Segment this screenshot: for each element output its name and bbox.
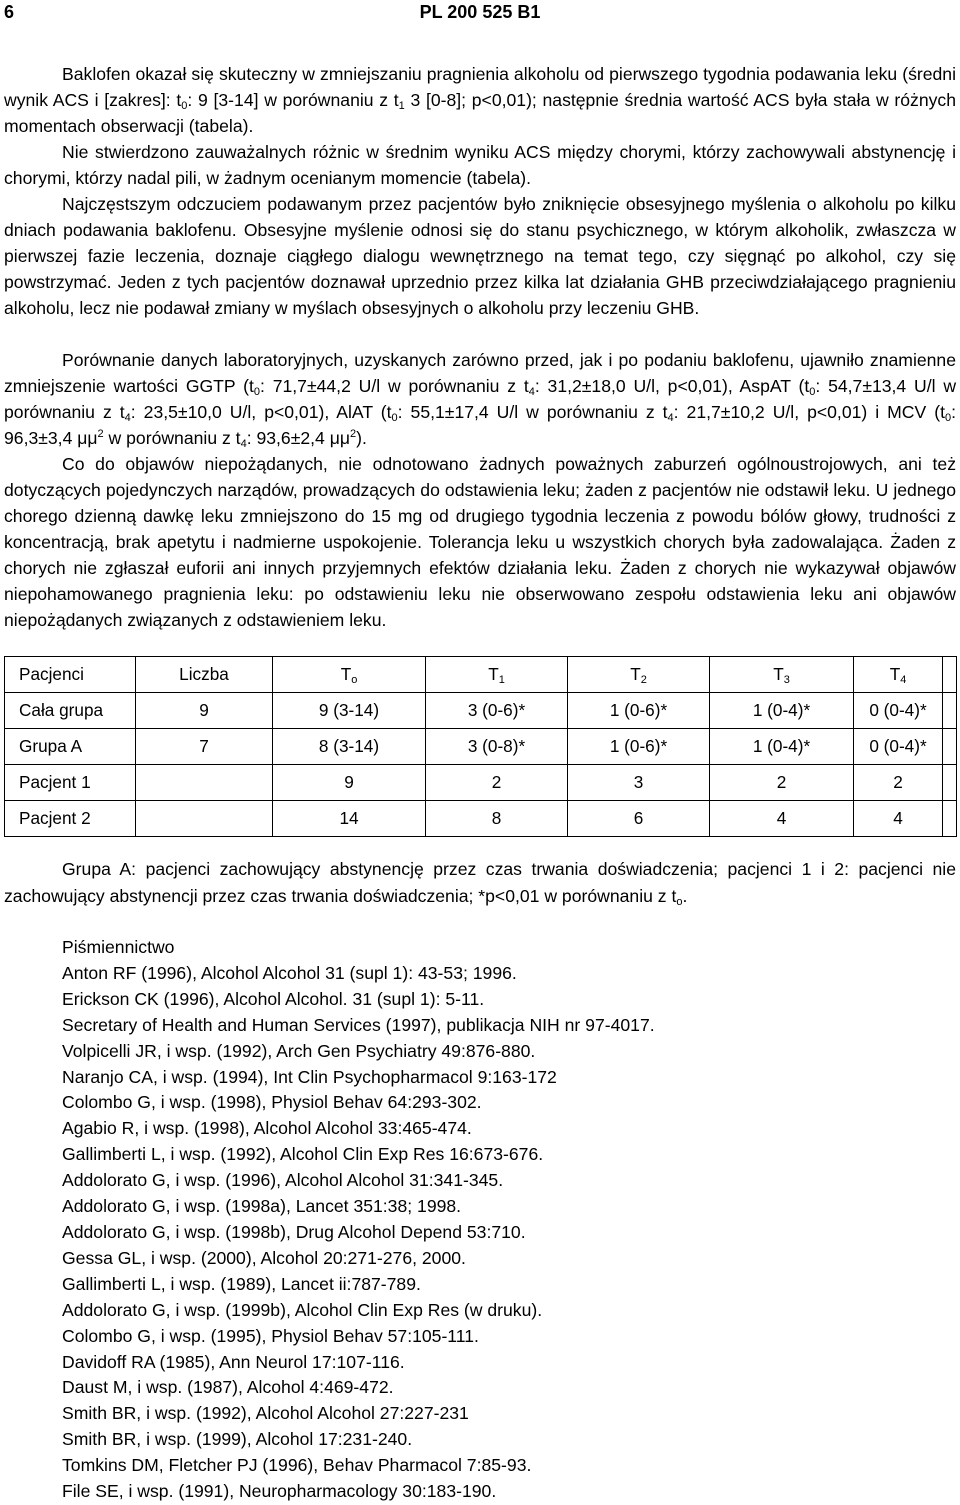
text-run: w porównaniu z t	[103, 428, 241, 448]
references-list	[62, 935, 655, 1505]
header-cell: $T_2$	[568, 657, 710, 693]
subscript: o	[676, 896, 683, 908]
table-cell: 7	[136, 729, 273, 765]
subscript: 0	[181, 100, 188, 112]
table-cell: 3 (0-8)*	[426, 729, 568, 765]
table-cell: Pacjent 1	[5, 765, 136, 801]
results-table	[4, 656, 957, 837]
table-row	[5, 729, 957, 765]
text-run: : 93,6±2,4	[246, 428, 330, 448]
text-run: : 71,7±44,2 U/l w porównaniu z t	[260, 376, 529, 396]
table-cell	[136, 765, 273, 801]
table-cell: 1 (0-6)*	[568, 693, 710, 729]
table-cell	[943, 765, 957, 801]
header-cell: $T_o$	[273, 657, 426, 693]
paragraph-1	[4, 61, 956, 139]
text-run: Grupa A: pacjenci zachowujący abstynencję przez czas trwania doświadczenia; pacjenci 1 i 2: pacjenci nie zachowujący abstynencji przez czas trwania doświadczenia; *p<0,01 w porównaniu z t	[4, 859, 956, 906]
text-run: : 9 [3-14] w porównaniu z t	[187, 90, 399, 110]
text-run: : 54,7±13,4 U/l w porównaniu z t	[4, 376, 957, 422]
reference-item: Addolorato G, i wsp. (1999b), Alcohol Clin Exp Res (w druku).	[62, 1299, 543, 1320]
text-run: : 21,7±10,2 U/l, p<0,01) i MCV (t	[673, 402, 945, 422]
header-cell: $T_1$	[426, 657, 568, 693]
text-run: ).	[356, 428, 367, 448]
table-header-row	[5, 657, 957, 693]
reference-item: Gallimberti L, i wsp. (1989), Lancet ii:787-789.	[62, 1273, 421, 1294]
reference-item: Secretary of Health and Human Services (1997), publikacja NIH nr 97-4017.	[62, 1014, 655, 1035]
table-cell: Pacjent 2	[5, 801, 136, 837]
page-number: 6	[4, 2, 15, 22]
header-cell: $T_4$	[854, 657, 943, 693]
table-row	[5, 693, 957, 729]
table-cell	[136, 801, 273, 837]
reference-item: Addolorato G, i wsp. (1996), Alcohol Alcohol 31:341-345.	[62, 1170, 504, 1191]
table-cell: 1 (0-6)*	[568, 729, 710, 765]
table-cell: 8 (3-14)	[273, 729, 426, 765]
header-cell	[943, 657, 957, 693]
reference-item: Erickson CK (1996), Alcohol Alcohol. 31 (supl 1): 5-11.	[62, 988, 485, 1009]
paragraph-3: Najczęstszym odczuciem podawanym przez pacjentów było zniknięcie obsesyjnego myślenia o alkoholu po kilku dniach podawania baklofenu. Obsesyjne myślenie odnosi się do stanu psychicznego, w którym alkoholik, zwłaszcza w pierwszej fazie leczenia, doznaje ciągłego dialogu wewnętrznego na temat tego, czy sięgnąć po alkohol, czy się powstrzymać. Jeden z tych pacjentów doznawał uprzednio przez kilka lat działania GHB przeciwdziałającego pragnieniu alkoholu, lecz nie podawał zmiany w myślach obsesyjnych o alkoholu przy leczeniu GHB.	[4, 194, 956, 318]
reference-item: Addolorato G, i wsp. (1998a), Lancet 351:38; 1998.	[62, 1196, 462, 1217]
reference-item: Gessa GL, i wsp. (2000), Alcohol 20:271-276, 2000.	[62, 1247, 466, 1268]
table-cell	[943, 801, 957, 837]
paragraph-4	[4, 347, 956, 451]
table-cell: Cała grupa	[5, 693, 136, 729]
text-run: 3 [0-8]; p<0,01); następnie średnia wartość ACS była stała w różnych momentach obserwacji (tabela).	[4, 90, 956, 136]
reference-item: Gallimberti L, i wsp. (1992), Alcohol Clin Exp Res 16:673-676.	[62, 1144, 544, 1165]
references-heading: Piśmiennictwo	[62, 937, 175, 957]
table-cell: 9	[273, 765, 426, 801]
table-row	[5, 765, 957, 801]
text-run: Porównanie danych laboratoryjnych, uzyskanych zarówno przed, jak i po podaniu baklofenu, ujawniło znamienne zmniejszenie wartości GGTP (t	[4, 350, 956, 396]
subscript: 0	[945, 412, 952, 424]
reference-item: Anton RF (1996), Alcohol Alcohol 31 (supl 1): 43-53; 1996.	[62, 962, 517, 983]
header-cell: Liczba	[136, 657, 273, 693]
header-cell: Pacjenci	[5, 657, 136, 693]
text-run: : 55,1±17,4 U/l w porównaniu z t	[397, 402, 668, 422]
table-note	[4, 856, 956, 910]
reference-item: Naranjo CA, i wsp. (1994), Int Clin Psychopharmacol 9:163-172	[62, 1066, 557, 1087]
table-cell: 0 (0-4)*	[854, 729, 943, 765]
reference-item: Agabio R, i wsp. (1998), Alcohol Alcohol 33:465-474.	[62, 1118, 472, 1139]
table-cell: 9	[136, 693, 273, 729]
subscript: 4	[124, 412, 131, 424]
table-cell: 1 (0-4)*	[710, 729, 854, 765]
table-cell: 1 (0-4)*	[710, 693, 854, 729]
table-cell: 8	[426, 801, 568, 837]
subscript: 4	[528, 386, 535, 398]
table-cell: 2	[710, 765, 854, 801]
reference-item: Daust M, i wsp. (1987), Alcohol 4:469-472.	[62, 1377, 394, 1398]
header-cell: $T_3$	[710, 657, 854, 693]
subscript: 4	[667, 412, 674, 424]
table-cell	[943, 693, 957, 729]
table-cell: 4	[854, 801, 943, 837]
table-cell: 9 (3-14)	[273, 693, 426, 729]
text-run: Baklofen okazał się skuteczny w zmniejszaniu pragnienia alkoholu od pierwszego tygodnia podawania leku (średni wynik ACS i [zakres]: t	[4, 64, 956, 110]
reference-item: File SE, i wsp. (1991), Neuropharmacology 30:183-190.	[62, 1481, 497, 1502]
table-cell: Grupa A	[5, 729, 136, 765]
superscript: 2	[97, 428, 104, 440]
table-cell: 3 (0-6)*	[426, 693, 568, 729]
text-run: : 31,2±18,0 U/l, p<0,01), AspAT (t	[534, 376, 810, 396]
subscript: 0	[809, 386, 816, 398]
table-cell: 2	[854, 765, 943, 801]
table-cell: 0 (0-4)*	[854, 693, 943, 729]
table-cell: 14	[273, 801, 426, 837]
unit-symbol: μμ	[77, 428, 98, 448]
reference-item: Addolorato G, i wsp. (1998b), Drug Alcohol Depend 53:710.	[62, 1221, 526, 1242]
subscript: 4	[240, 438, 247, 450]
table-cell: 2	[426, 765, 568, 801]
reference-item: Tomkins DM, Fletcher PJ (1996), Behav Pharmacol 7:85-93.	[62, 1455, 532, 1476]
table-cell	[943, 729, 957, 765]
reference-item: Smith BR, i wsp. (1992), Alcohol Alcohol 27:227-231	[62, 1403, 469, 1424]
paragraph-2: Nie stwierdzono zauważalnych różnic w średnim wyniku ACS między chorymi, którzy zachowywali abstynencję i chorymi, którzy nadal pili, w żadnym ocenianym momencie (tabela).	[4, 142, 956, 188]
subscript: 0	[253, 386, 261, 398]
unit-symbol: μμ	[329, 428, 351, 448]
text-run: : 23,5±10,0 U/l, p<0,01), AlAT (t	[130, 402, 392, 422]
text-run: : 96,3±3,4	[4, 402, 957, 448]
reference-item: Davidoff RA (1985), Ann Neurol 17:107-116.	[62, 1351, 405, 1372]
reference-item: Colombo G, i wsp. (1998), Physiol Behav 64:293-302.	[62, 1092, 482, 1113]
table-cell: 4	[710, 801, 854, 837]
table-cell: 3	[568, 765, 710, 801]
superscript: 2	[350, 428, 357, 440]
reference-item: Volpicelli JR, i wsp. (1992), Arch Gen Psychiatry 49:876-880.	[62, 1040, 536, 1061]
paragraph-5: Co do objawów niepożądanych, nie odnotowano żadnych poważnych zaburzeń ogólnoustrojowych, ani też dotyczących pojedynczych narządów, prowadzących do odstawienia leku; żaden z pacjentów nie odstawił leku. U jednego chorego dzienną dawkę leku zmniejszono do 15 mg od drugiego tygodnia leczenia z powodu bólów głowy, trudności z koncentracją, brak apetytu i nadmierne uspokojenie. Tolerancja leku u wszystkich chorych była zadowalająca. Żaden z chorych nie zgłaszał euforii ani innych przyjemnych efektów działania leku. Żaden z chorych nie wykazywał objawów niepohamowanego pragnienia leku: po odstawieniu leku nie obserwowano zespołu odstawienia leku ani objawów niepożądanych związanych z odstawieniem leku.	[4, 454, 956, 630]
subscript: 0	[391, 412, 398, 424]
patent-id: PL 200 525 B1	[419, 2, 541, 22]
table-cell: 6	[568, 801, 710, 837]
table-row	[5, 801, 957, 837]
text-run: .	[682, 886, 688, 906]
reference-item: Colombo G, i wsp. (1995), Physiol Behav 57:105-111.	[62, 1325, 479, 1346]
subscript: 1	[398, 100, 405, 112]
reference-item: Smith BR, i wsp. (1999), Alcohol 17:231-240.	[62, 1429, 413, 1450]
